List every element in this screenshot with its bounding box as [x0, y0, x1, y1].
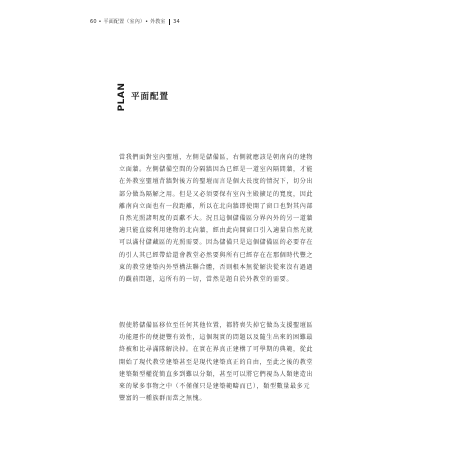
text-line: 當我們面對室內聖壇，左側是儲備區，右側就應該是朝南向的建物: [119, 154, 314, 161]
text-line: 終被和比尋滿隊解決掉。在實在界真正建構了可學期的典範，從此: [119, 346, 314, 354]
body-paragraph-2: [119, 320, 351, 405]
text-line: 自然光照諸明度的貢獻不大。況且這個儲備區分界內外的另一道牆: [119, 215, 314, 223]
running-header-text: 60 • 平面配置（室內）• 外教室: [90, 19, 166, 25]
text-line: 建築類型權從簡直多到難以分類，甚至可以將它們視為人類建造出: [119, 370, 314, 378]
body-paragraph-1: [119, 152, 351, 286]
text-line: 的觀前問題，這所有的一切，當然是題自於外教堂的需要。: [119, 276, 294, 284]
section-label-vertical: [116, 82, 127, 112]
text-line: 開始了現代教堂建築甚至是現代建築真正的自由，至此之後的教堂: [119, 358, 314, 366]
text-line: 東的教堂建築內外型構法聯合體，否則根本無從解決從來沒有過過: [119, 263, 314, 271]
text-line: 部分做為隔解之用。但是又必須要保有室內主殿擴足的寬度，因此: [119, 190, 314, 198]
header-divider: [169, 19, 171, 25]
text-line: 功能運作的便捷豐有效性，這個現實的問題以及隨生出來的困難最: [119, 334, 314, 342]
text-line: 來的眾多事物之中（不僅僅只是建築範疇而已），類型數量最多元: [119, 383, 311, 391]
text-line: 可以滿付儲藏區的光照需要。因為儲備只是這個儲備區的必要存在: [119, 239, 314, 247]
page-number: 34: [173, 18, 180, 25]
text-line: 離南向立面也有一段距離，所以在北向牆即使開了窗口也對其內部: [119, 202, 314, 210]
text-line: 的引人其已經帶給還會教堂必然要與所有已經存在在那個時代豐之: [119, 251, 314, 259]
text-line: 豐富的一種族群而當之無愧。: [119, 395, 207, 403]
text-line: 適只能直接利用建物的北向牆，經由此向開窗口引入適量自然光就: [119, 227, 314, 235]
text-line: 在外教室聖壇背牆對後方的聖壇而言是個大長度的情況下，切分出: [119, 178, 314, 186]
section-title: 平面配置: [131, 92, 170, 102]
text-line: 假使將儲備區移位至任何其他位置，都將喪失掉它做為支援聖壇區: [119, 322, 314, 329]
running-header: [90, 18, 180, 25]
section-label-text: PLAN: [116, 82, 127, 112]
text-line: 立面牆。左側儲備空間的分隔牆因為已經是一道室內隔間牆，才能: [119, 166, 314, 174]
